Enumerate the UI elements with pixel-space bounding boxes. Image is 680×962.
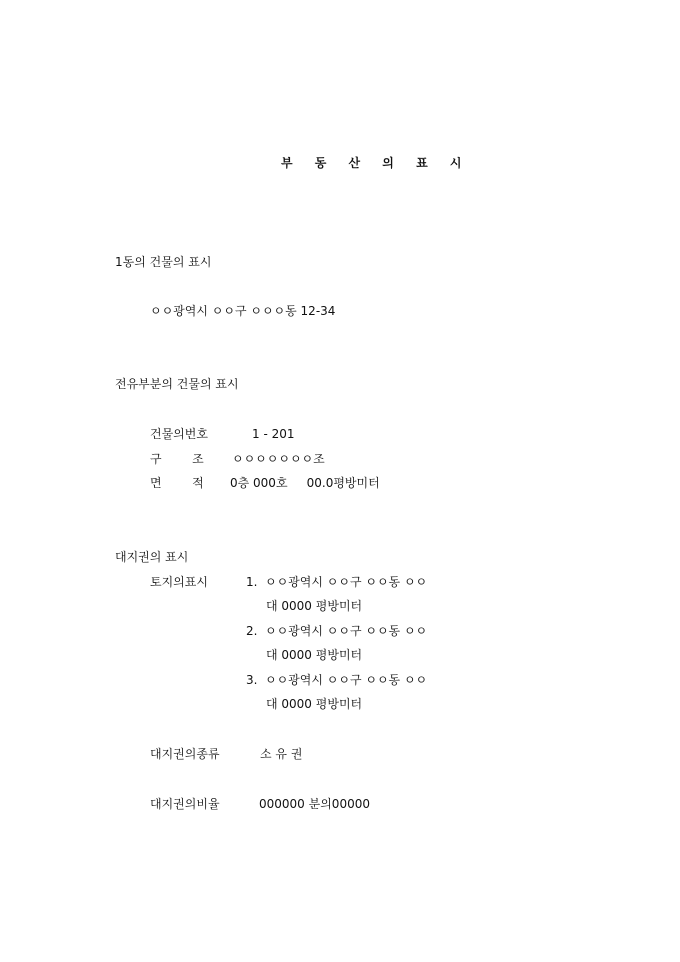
right-type-label: 대지권의종류	[150, 747, 220, 761]
building-number-label: 건물의번호	[150, 427, 208, 441]
land-3-number: 3.	[246, 673, 258, 687]
land-1-address: ㅇㅇ광역시 ㅇㅇ구 ㅇㅇ동 ㅇㅇ	[265, 575, 428, 589]
area-value: 0층 000호 00.0평방미터	[230, 476, 380, 490]
right-ratio-label: 대지권의비율	[150, 797, 220, 811]
building-number-value: 1 - 201	[252, 427, 295, 441]
building-heading: 1동의 건물의 표시	[115, 255, 212, 269]
land-3-address: ㅇㅇ광역시 ㅇㅇ구 ㅇㅇ동 ㅇㅇ	[265, 673, 428, 687]
structure-label: 구 조	[150, 452, 204, 466]
land-1-number: 1.	[246, 575, 258, 589]
right-type-value: 소 유 권	[260, 747, 303, 761]
land-2-number: 2.	[246, 624, 258, 638]
structure-value: ㅇㅇㅇㅇㅇㅇㅇ조	[232, 452, 325, 466]
building-address: ㅇㅇ광역시 ㅇㅇ구 ㅇㅇㅇ동 12-34	[150, 304, 336, 318]
document-title: 부 동 산 의 표 시	[281, 156, 471, 170]
land-label: 토지의표시	[150, 575, 208, 589]
right-ratio-value: 000000 분의00000	[259, 797, 370, 811]
land-2-area: 대 0000 평방미터	[266, 648, 363, 662]
exclusive-heading: 전유부분의 건물의 표시	[115, 377, 239, 391]
land-2-address: ㅇㅇ광역시 ㅇㅇ구 ㅇㅇ동 ㅇㅇ	[265, 624, 428, 638]
land-right-heading: 대지권의 표시	[115, 550, 189, 564]
area-label: 면 적	[150, 476, 204, 490]
land-3-area: 대 0000 평방미터	[266, 697, 363, 711]
land-1-area: 대 0000 평방미터	[266, 599, 363, 613]
